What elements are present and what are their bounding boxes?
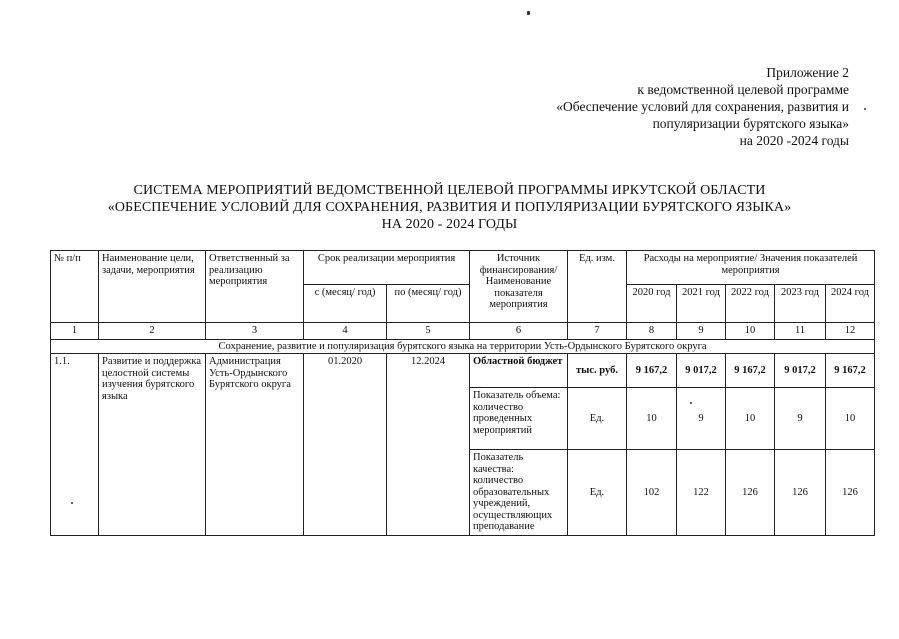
row-unit: Ед. bbox=[568, 450, 627, 536]
item-responsible: Администрация Усть-Ордынского Бурятского округа bbox=[206, 354, 304, 536]
row-source: Показатель качества: количество образовательных учреждений, осуществляющих преподавание bbox=[470, 450, 568, 536]
appendix-line-4: популяризации бурятского языка» bbox=[652, 116, 849, 131]
row-value-2020: 102 bbox=[627, 450, 677, 536]
header-year-2021: 2021 год bbox=[677, 285, 726, 323]
scan-speck bbox=[864, 108, 866, 110]
measures-table bbox=[50, 250, 875, 536]
column-number: 2 bbox=[99, 323, 206, 340]
appendix-line-3: «Обеспечение условий для сохранения, развития и bbox=[556, 99, 849, 114]
header-year-2020: 2020 год bbox=[627, 285, 677, 323]
row-unit: Ед. bbox=[568, 388, 627, 450]
appendix-header bbox=[556, 64, 849, 149]
column-number: 10 bbox=[726, 323, 775, 340]
header-period: Срок реализации мероприятия bbox=[304, 251, 470, 285]
item-period-to: 12.2024 bbox=[387, 354, 470, 536]
column-number: 6 bbox=[470, 323, 568, 340]
appendix-line-1: Приложение 2 bbox=[766, 65, 849, 80]
row-value-2021: 9 bbox=[677, 388, 726, 450]
row-source: Областной бюджет bbox=[470, 354, 568, 388]
header-year-2024: 2024 год bbox=[826, 285, 875, 323]
header-responsible: Ответственный за реализацию мероприятия bbox=[206, 251, 304, 323]
scan-speck bbox=[527, 11, 530, 15]
item-period-from: 01.2020 bbox=[304, 354, 387, 536]
row-source: Показатель объема: количество проведенных мероприятий bbox=[470, 388, 568, 450]
appendix-line-5: на 2020 -2024 годы bbox=[739, 133, 849, 148]
row-value-2020: 9 167,2 bbox=[627, 354, 677, 388]
row-value-2024: 10 bbox=[826, 388, 875, 450]
column-number: 5 bbox=[387, 323, 470, 340]
row-value-2020: 10 bbox=[627, 388, 677, 450]
row-value-2024: 9 167,2 bbox=[826, 354, 875, 388]
row-value-2021: 9 017,2 bbox=[677, 354, 726, 388]
header-year-2022: 2022 год bbox=[726, 285, 775, 323]
document-title bbox=[0, 182, 899, 233]
header-expenses: Расходы на мероприятие/ Значения показателей мероприятия bbox=[627, 251, 875, 285]
column-number: 7 bbox=[568, 323, 627, 340]
row-value-2022: 9 167,2 bbox=[726, 354, 775, 388]
row-value-2022: 126 bbox=[726, 450, 775, 536]
title-line-1: СИСТЕМА МЕРОПРИЯТИЙ ВЕДОМСТВЕННОЙ ЦЕЛЕВОЙ ПРОГРАММЫ ИРКУТСКОЙ ОБЛАСТИ bbox=[133, 183, 766, 198]
title-line-3: НА 2020 - 2024 ГОДЫ bbox=[381, 217, 518, 232]
row-value-2021: 122 bbox=[677, 450, 726, 536]
header-unit: Ед. изм. bbox=[568, 251, 627, 323]
header-period-to: по (месяц/ год) bbox=[387, 285, 470, 323]
scan-speck bbox=[71, 502, 73, 504]
header-name: Наименование цели, задачи, мероприятия bbox=[99, 251, 206, 323]
column-number: 3 bbox=[206, 323, 304, 340]
column-number: 11 bbox=[775, 323, 826, 340]
item-name: Развитие и поддержка целостной системы изучения бурятского языка bbox=[99, 354, 206, 536]
title-line-2: «ОБЕСПЕЧЕНИЕ УСЛОВИЙ ДЛЯ СОХРАНЕНИЯ, РАЗВИТИЯ И ПОПУЛЯРИЗАЦИИ БУРЯТСКОГО ЯЗЫКА» bbox=[107, 200, 792, 215]
header-num: № п/п bbox=[51, 251, 99, 323]
row-value-2023: 9 bbox=[775, 388, 826, 450]
section-title: Сохранение, развитие и популяризация бурятского языка на территории Усть-Ордынского Бурятского округа bbox=[51, 339, 875, 354]
column-number: 8 bbox=[627, 323, 677, 340]
appendix-line-2: к ведомственной целевой программе bbox=[637, 82, 849, 97]
item-num: 1.1. bbox=[51, 354, 99, 536]
row-value-2023: 126 bbox=[775, 450, 826, 536]
header-year-2023: 2023 год bbox=[775, 285, 826, 323]
column-number: 9 bbox=[677, 323, 726, 340]
header-source: Источник финансирования/ Наименование показателя мероприятия bbox=[470, 251, 568, 323]
row-value-2022: 10 bbox=[726, 388, 775, 450]
column-number: 4 bbox=[304, 323, 387, 340]
row-value-2024: 126 bbox=[826, 450, 875, 536]
scan-speck bbox=[690, 402, 692, 404]
column-number: 12 bbox=[826, 323, 875, 340]
column-number: 1 bbox=[51, 323, 99, 340]
row-unit: тыс. руб. bbox=[568, 354, 627, 388]
header-period-from: с (месяц/ год) bbox=[304, 285, 387, 323]
row-value-2023: 9 017,2 bbox=[775, 354, 826, 388]
